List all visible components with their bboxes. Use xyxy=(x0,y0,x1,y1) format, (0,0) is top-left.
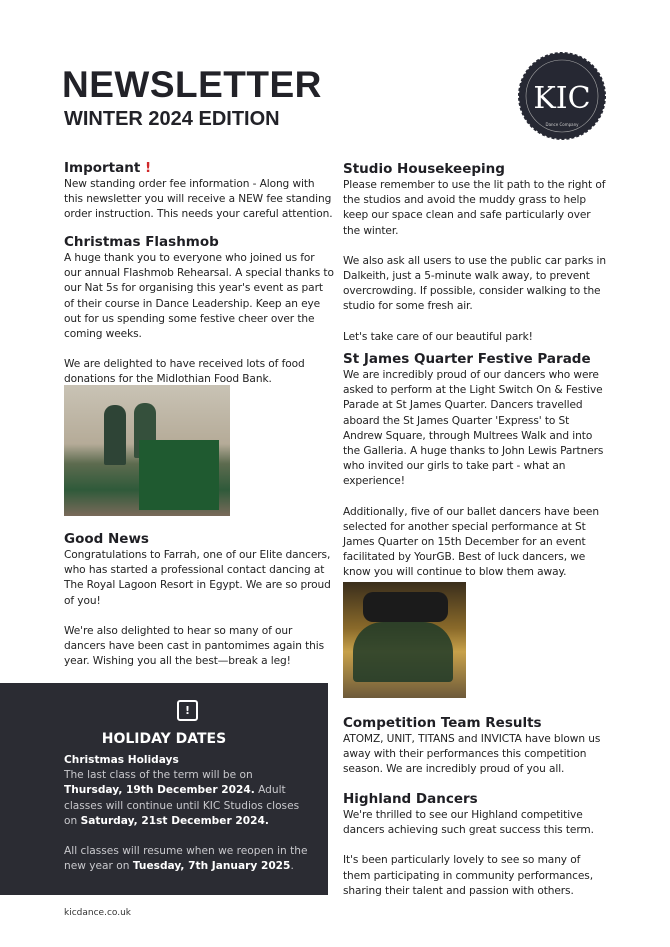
parade-body: We are incredibly proud of our dancers who were asked to perform at the Light Switch On & Festive Parade at St James Quarter. Dancers travelled aboard the St James Quarter 'Express' to St Andrew Square, through Multrees Walk and into the Galleria. A huge thanks to John Lewis Partners who invited our girls to take part - what an experience! xyxy=(343,369,604,488)
good-news-section xyxy=(64,531,334,669)
competition-section xyxy=(343,715,608,778)
holiday-text: . xyxy=(290,860,294,873)
car-parks-body: We also ask all users to use the public car parks in Dalkeith, just a 5-minute walk away, to prevent overcrowding. If possible, consider walking to the studio for some fresh air. xyxy=(343,254,607,313)
pantomime-body: We're also delighted to hear so many of our dancers have been cast in pantomimes again this year. Wishing you all the best—break a leg! xyxy=(64,624,325,668)
food-donations-photo xyxy=(64,385,230,516)
dancers-photo xyxy=(343,582,466,698)
holiday-subtitle: Christmas Holidays xyxy=(64,754,179,766)
community-body: It's been particularly lovely to see so many of them participating in community performances, sharing their talent and passion with others. xyxy=(343,854,593,897)
holiday-text: The last class of the term will be on xyxy=(64,769,253,782)
footer-url[interactable]: kicdance.co.uk xyxy=(64,908,132,918)
highland-heading: Highland Dancers xyxy=(343,791,478,807)
housekeeping-section xyxy=(343,161,608,345)
competition-body: ATOMZ, UNIT, TITANS and INVICTA have blown us away with their performances this competition season. We are incredibly proud of you all. xyxy=(343,733,601,776)
competition-heading: Competition Team Results xyxy=(343,715,542,731)
newsletter-title: NEWSLETTER xyxy=(62,64,322,105)
svg-text:Dance Company: Dance Company xyxy=(545,122,579,127)
holiday-date: Thursday, 19th December 2024. xyxy=(64,784,255,797)
edition-subtitle: WINTER 2024 EDITION xyxy=(64,108,280,130)
parade-section xyxy=(343,351,608,581)
holiday-text: Adult classes will continue until KIC Studios closes on xyxy=(64,784,300,827)
calendar-alert-icon: ! xyxy=(177,700,198,721)
flashmob-body: A huge thank you to everyone who joined us for our annual Flashmob Rehearsal. A special thanks to our Nat 5s for organising this year's event as part of their course in Dance Leadership. Keep an eye out for us spending some festive cheer over the coming weeks. xyxy=(64,252,334,341)
good-news-body: Congratulations to Farrah, one of our Elite dancers, who has started a professional contact dancing at The Royal Lagoon Resort in Egypt. We are so proud of you! xyxy=(64,549,331,607)
highland-body: We're thrilled to see our Highland competitive dancers achieving such great success this term. xyxy=(343,809,594,837)
highland-section xyxy=(343,791,608,899)
flashmob-heading: Christmas Flashmob xyxy=(64,234,219,250)
important-body: New standing order fee information - Along with this newsletter you will receive a NEW fee standing order instruction. This needs your careful attention. xyxy=(64,178,333,221)
good-news-heading: Good News xyxy=(64,531,149,547)
important-heading: Important xyxy=(64,160,141,176)
exclamation-icon: ! xyxy=(145,160,152,176)
parade-heading: St James Quarter Festive Parade xyxy=(343,351,591,367)
flashmob-section xyxy=(64,234,334,388)
park-body: Let's take care of our beautiful park! xyxy=(343,330,533,343)
important-section xyxy=(64,160,334,223)
foodbank-body: We are delighted to have received lots of food donations for the Midlothian Food Bank. xyxy=(64,358,305,386)
ballet-body: Additionally, five of our ballet dancers have been selected for another special performance at St James Quarter on 15th December for an event facilitated by YourGB. Best of luck dancers, we know you will continue to blow them away. xyxy=(343,505,599,579)
housekeeping-heading: Studio Housekeeping xyxy=(343,161,505,177)
holiday-dates-box xyxy=(0,683,328,895)
holiday-date: Saturday, 21st December 2024. xyxy=(80,814,269,827)
holiday-heading: HOLIDAY DATES xyxy=(101,731,227,747)
svg-text:KIC: KIC xyxy=(533,81,591,116)
kic-logo xyxy=(518,52,606,140)
housekeeping-body: Please remember to use the lit path to the right of the studios and avoid the muddy grass to help keep our space clean and safe particularly over the winter. xyxy=(343,179,606,237)
holiday-text: All classes will resume when we reopen in the new year on xyxy=(64,845,308,873)
holiday-date: Tuesday, 7th January 2025 xyxy=(132,860,291,873)
